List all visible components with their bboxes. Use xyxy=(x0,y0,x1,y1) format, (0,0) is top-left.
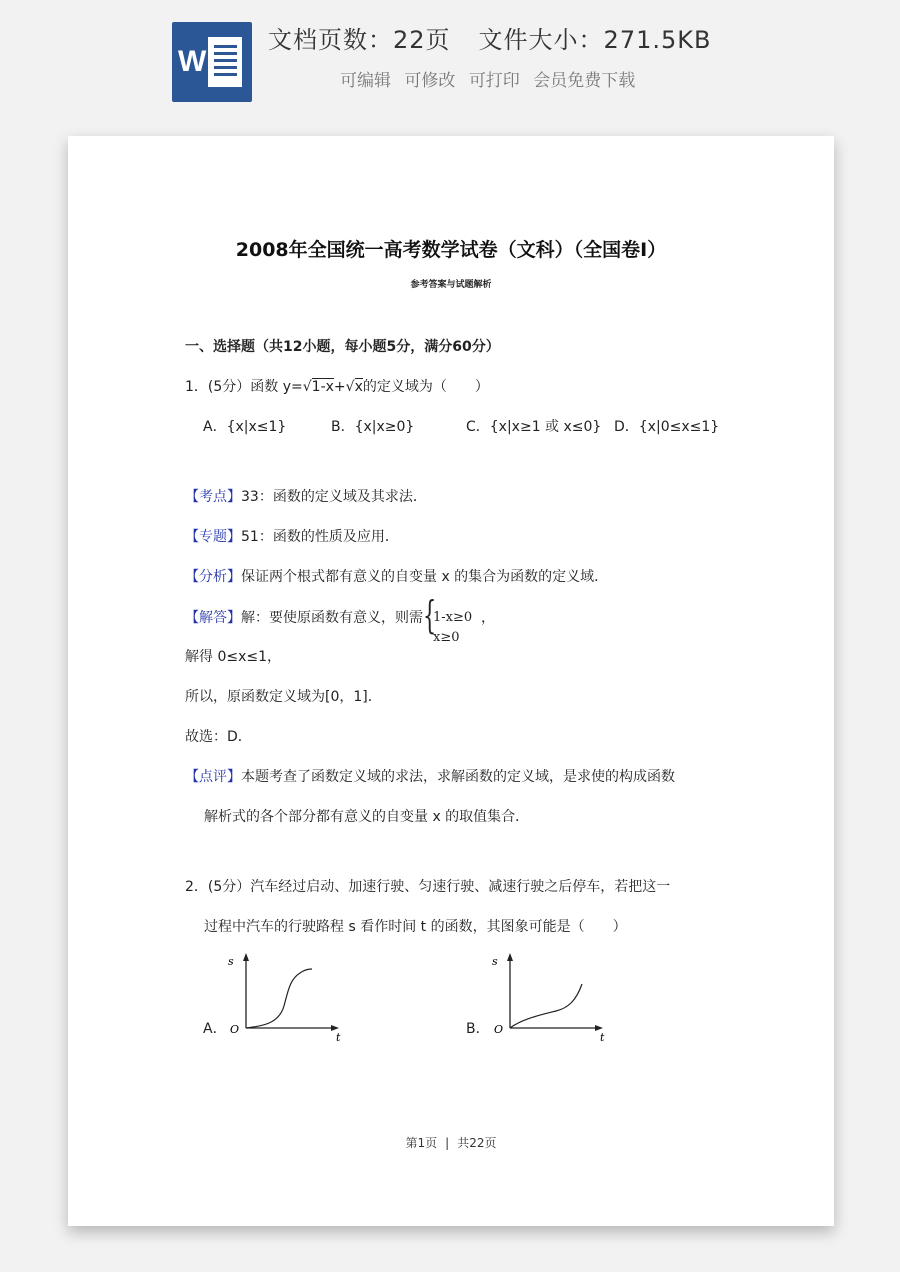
q1-option-a: A．{x|x≤1} xyxy=(203,419,287,435)
jieda-text: 解：要使原函数有意义，则需 xyxy=(241,610,423,626)
q1-dianping xyxy=(185,767,675,787)
feature-member-download: 会员免费下载 xyxy=(533,71,636,91)
kaodian-tag: 【考点】 xyxy=(185,489,241,505)
q1-option-c: C．{x|x≥1 或 x≤0} xyxy=(466,419,602,435)
banner-title xyxy=(268,20,711,55)
footer-separator: | xyxy=(445,1136,450,1150)
section-heading: 一、选择题（共12小题，每小题5分，满分60分） xyxy=(185,339,500,355)
q1-zhuanti xyxy=(185,527,399,547)
graph-a-t-label: t xyxy=(336,1031,341,1044)
system-row-2: x≥0 xyxy=(433,630,460,645)
q1-stem-prefix: 1．(5分）函数 y= xyxy=(185,379,303,395)
dianping-tag: 【点评】 xyxy=(185,769,241,785)
q2-graph-a-label: A． xyxy=(203,1021,227,1037)
dianping-text-1: 本题考查了函数定义域的求法，求解函数的定义域，是求使的构成函数 xyxy=(241,769,675,785)
file-size: 文件大小：271.5KB xyxy=(478,26,712,54)
graph-b-curve xyxy=(510,984,582,1028)
graph-a-y-arrow xyxy=(243,953,249,961)
q1-solve-1: 解得 0≤x≤1， xyxy=(185,649,282,665)
q1-radicand-2: x xyxy=(354,379,363,395)
graph-b-s-label: s xyxy=(492,955,498,968)
q1-jieda xyxy=(185,593,495,645)
jieda-tag: 【解答】 xyxy=(185,610,241,626)
q1-stem-suffix: 的定义域为（ ） xyxy=(362,379,489,395)
word-document-icon xyxy=(172,22,252,102)
footer-page-number: 第1页 xyxy=(405,1136,438,1150)
q1-solve-3: 故选：D． xyxy=(185,729,252,745)
feature-printable: 可打印 xyxy=(468,71,520,91)
graph-b-origin: O xyxy=(494,1023,504,1036)
sqrt-symbol: √ xyxy=(345,379,355,395)
q1-option-d: D．{x|0≤x≤1} xyxy=(614,419,720,435)
graph-a-s-label: s xyxy=(228,955,234,968)
page-footer xyxy=(68,1134,834,1151)
q2-graph-b xyxy=(488,951,608,1044)
word-logo-letter: W xyxy=(178,45,207,78)
download-banner xyxy=(0,0,900,135)
feature-editable: 可编辑 xyxy=(340,71,391,91)
document-title: 2008年全国统一高考数学试卷（文科）（全国卷Ⅰ） xyxy=(235,239,667,261)
graph-b-y-arrow xyxy=(507,953,513,961)
question-2-stem-1: 2．(5分）汽车经过启动、加速行驶、匀速行驶、减速行驶之后停车，若把这一 xyxy=(185,879,671,895)
zhuanti-text: 51：函数的性质及应用． xyxy=(241,529,399,545)
q2-graph-a xyxy=(224,951,344,1044)
graph-a-curve xyxy=(246,969,312,1028)
q2-graph-b-label: B． xyxy=(466,1021,490,1037)
q1-kaodian xyxy=(185,487,427,507)
fenxi-text: 保证两个根式都有意义的自变量 x 的集合为函数的定义域． xyxy=(241,569,609,585)
document-subtitle: 参考答案与试题解析 xyxy=(410,280,492,290)
q1-fenxi xyxy=(185,567,608,587)
question-1-stem xyxy=(185,377,489,397)
document-page xyxy=(68,136,834,1226)
graph-a-origin: O xyxy=(230,1023,240,1036)
q1-solve-2: 所以，原函数定义域为[0，1]． xyxy=(185,689,382,705)
inequality-system xyxy=(423,593,481,645)
sqrt-symbol: √ xyxy=(302,379,312,395)
q1-dianping-cont: 解析式的各个部分都有意义的自变量 x 的取值集合． xyxy=(204,809,530,825)
fenxi-tag: 【分析】 xyxy=(185,569,241,585)
banner-features xyxy=(340,66,643,91)
q1-radicand-1: 1-x xyxy=(311,379,334,395)
kaodian-text: 33：函数的定义域及其求法． xyxy=(241,489,427,505)
q1-option-b: B．{x|x≥0} xyxy=(331,419,415,435)
footer-total-pages: 共22页 xyxy=(457,1136,497,1150)
jieda-comma: ， xyxy=(481,610,495,626)
graph-b-t-label: t xyxy=(600,1031,605,1044)
feature-modifiable: 可修改 xyxy=(404,71,456,91)
q1-plus: + xyxy=(333,379,346,395)
system-row-1: 1-x≥0 xyxy=(433,610,473,625)
brace-symbol: { xyxy=(423,593,437,637)
zhuanti-tag: 【专题】 xyxy=(185,529,241,545)
question-2-stem-2: 过程中汽车的行驶路程 s 看作时间 t 的函数，其图象可能是（ ） xyxy=(204,919,627,935)
page-count: 文档页数：22页 xyxy=(268,26,451,54)
